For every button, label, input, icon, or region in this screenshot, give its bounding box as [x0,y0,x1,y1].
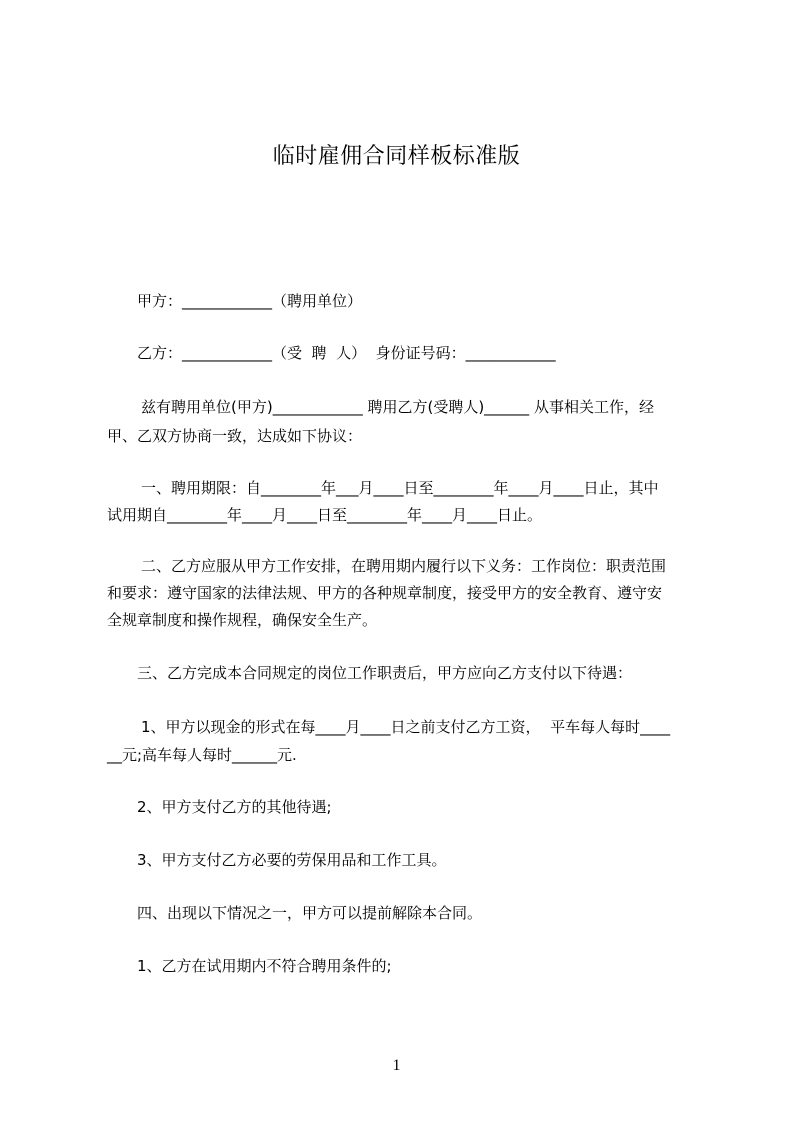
clause-3-item-1-line-1: 1、甲方以现金的形式在每____月____日之前支付乙方工资， 平车每人每时____ [141,718,671,736]
clause-2-line-1: 二、乙方应服从甲方工作安排，在聘用期内履行以下义务：工作岗位：职责范围 [141,557,667,575]
clause-3: 三、乙方完成本合同规定的岗位工作职责后，甲方应向乙方支付以下待遇： [137,664,633,682]
intro-paragraph-line-2: 甲、乙双方协商一致，达成如下协议： [107,427,363,445]
clause-1-line-1: 一、聘用期限：自________年___月____日至________年____月____日止，其中 [141,479,659,497]
clause-3-item-3: 3、甲方支付乙方必要的劳保用品和工作工具。 [137,851,447,869]
document-title: 临时雇佣合同样板标准版 [272,144,521,169]
clause-3-item-2: 2、甲方支付乙方的其他待遇; [137,798,332,816]
clause-4-item-1: 1、乙方在试用期内不符合聘用条件的; [137,957,392,975]
party-b-line: 乙方：____________（受 聘 人） 身份证号码：____________ [137,344,556,362]
party-a-line: 甲方：____________（聘用单位） [137,292,363,310]
clause-2-line-3: 全规章制度和操作规程，确保安全生产。 [107,611,378,629]
clause-2-line-2: 和要求：遵守国家的法律法规、甲方的各种规章制度，接受甲方的安全教育、遵守安 [107,584,663,602]
clause-1-line-2: 试用期自________年____月____日至________年____月____日止。 [107,506,543,524]
clause-4: 四、出现以下情况之一，甲方可以提前解除本合同。 [137,904,483,922]
clause-3-item-1-line-2: __元;高车每人每时______元. [107,746,297,764]
page-number: 1 [392,1057,401,1074]
intro-paragraph-line-1: 兹有聘用单位(甲方)____________ 聘用乙方(受聘人)______ 从事相关工作，经 [141,398,654,416]
